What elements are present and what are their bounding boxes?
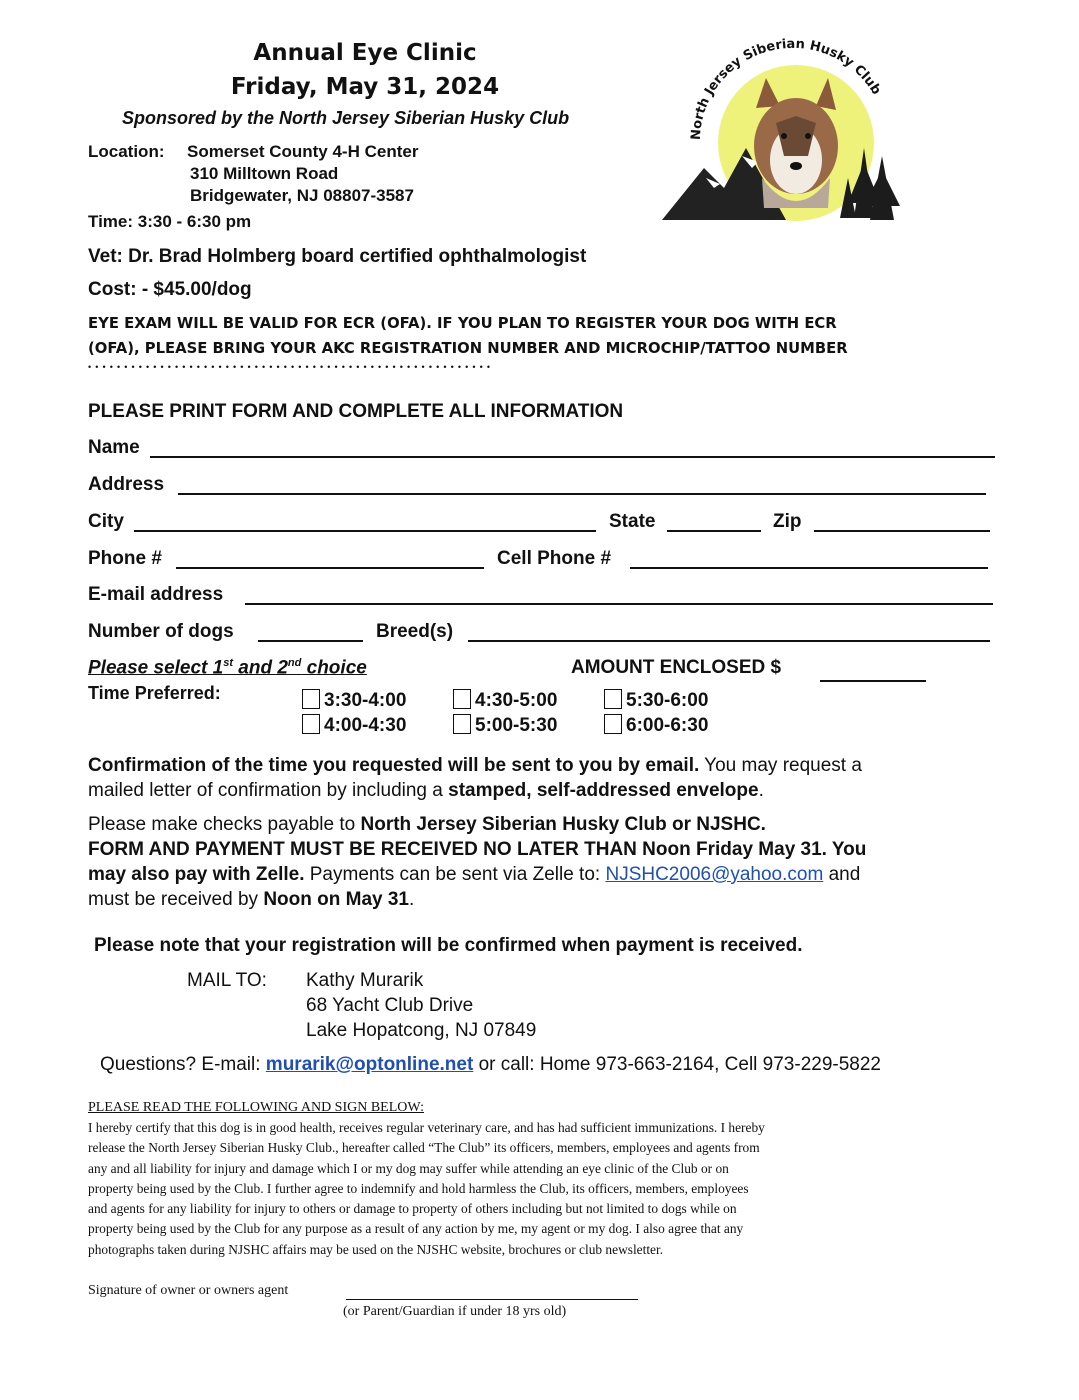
vet-line: Vet: Dr. Brad Holmberg board certified ophthalmologist bbox=[88, 246, 587, 267]
checkbox-icon[interactable] bbox=[604, 714, 622, 734]
email-label: E-mail address bbox=[88, 584, 224, 605]
checkbox-icon[interactable] bbox=[302, 714, 320, 734]
release-text bbox=[88, 1118, 998, 1260]
phone-label: Phone # bbox=[88, 548, 162, 569]
cell-field[interactable] bbox=[630, 567, 988, 569]
guardian-note: (or Parent/Guardian if under 18 yrs old) bbox=[343, 1304, 567, 1319]
signature-label: Signature of owner or owners agent bbox=[88, 1283, 289, 1298]
clinic-date: Friday, May 31, 2024 bbox=[230, 74, 500, 100]
amount-field[interactable] bbox=[820, 680, 926, 682]
breed-field[interactable] bbox=[468, 640, 990, 642]
zip-field[interactable] bbox=[814, 530, 990, 532]
club-logo bbox=[658, 28, 908, 228]
email-field[interactable] bbox=[245, 603, 993, 605]
city-label: City bbox=[88, 511, 124, 532]
location-line1: Somerset County 4-H Center bbox=[187, 142, 419, 161]
slot-430-500[interactable]: 4:30-5:00 bbox=[453, 689, 557, 712]
sponsor-line: Sponsored by the North Jersey Siberian Husky Club bbox=[122, 108, 570, 128]
address-field[interactable] bbox=[178, 493, 986, 495]
state-label: State bbox=[609, 511, 656, 532]
time-preferred-label: Time Preferred: bbox=[88, 683, 221, 703]
name-label: Name bbox=[88, 437, 140, 458]
confirmation-text: Confirmation of the time you requested will be sent to you by email. You may request a mailed letter of confirmation by including a stamped, self-addressed envelope. bbox=[88, 755, 862, 801]
zelle-email-link[interactable]: NJSHC2006@yahoo.com bbox=[605, 864, 824, 885]
release-line: and agents for any liability for injury to others or damage to property of others including but not limited to dogs while on bbox=[88, 1201, 737, 1217]
choice-instruction: Please select 1st and 2nd choice bbox=[88, 657, 367, 679]
address-label: Address bbox=[88, 474, 165, 495]
release-line: release the North Jersey Siberian Husky Club., hereafter called “The Club” its officers, members, employees and agents from bbox=[88, 1140, 760, 1156]
location-line2: 310 Milltown Road bbox=[190, 164, 339, 183]
contact-email-link[interactable]: murarik@optonline.net bbox=[265, 1054, 474, 1075]
slot-400-430[interactable]: 4:00-4:30 bbox=[302, 714, 406, 737]
num-dogs-label: Number of dogs bbox=[88, 621, 234, 642]
location-line3: Bridgewater, NJ 08807-3587 bbox=[190, 186, 414, 205]
ecr-notice-line1: EYE EXAM WILL BE VALID FOR ECR (OFA). IF YOU PLAN TO REGISTER YOUR DOG WITH ECR bbox=[88, 315, 837, 332]
registration-note: Please note that your registration will be confirmed when payment is received. bbox=[94, 935, 803, 956]
clinic-title: Annual Eye Clinic bbox=[253, 40, 477, 66]
checkbox-icon[interactable] bbox=[453, 714, 471, 734]
release-heading: PLEASE READ THE FOLLOWING AND SIGN BELOW: bbox=[88, 1100, 424, 1115]
mail-to-label: MAIL TO: bbox=[187, 970, 267, 991]
dotted-divider: • • • • • • • • • • • • • • • • • • • • • • • • • • • • • • • • • • • • • • • • • • • • • • • • • • • • • • • • bbox=[88, 362, 491, 372]
form-heading: PLEASE PRINT FORM AND COMPLETE ALL INFORMATION bbox=[88, 401, 624, 422]
cost-line: Cost: - $45.00/dog bbox=[88, 279, 252, 300]
slot-600-630[interactable]: 6:00-6:30 bbox=[604, 714, 708, 737]
slot-500-530[interactable]: 5:00-5:30 bbox=[453, 714, 557, 737]
breed-label: Breed(s) bbox=[376, 621, 454, 642]
time-line: Time: 3:30 - 6:30 pm bbox=[88, 212, 252, 231]
release-line: property being used by the Club for any purpose as a result of any action by me, my agent or my dog. I also agree that any bbox=[88, 1221, 744, 1237]
state-field[interactable] bbox=[667, 530, 761, 532]
checkbox-icon[interactable] bbox=[453, 689, 471, 709]
ecr-notice-line2: (OFA), PLEASE BRING YOUR AKC REGISTRATION NUMBER AND MICROCHIP/TATTOO NUMBER bbox=[88, 340, 848, 357]
release-line: photographs taken during NJSHC affairs may be used on the NJSHC website, brochures or club newsletter. bbox=[88, 1241, 664, 1257]
name-field[interactable] bbox=[150, 456, 995, 458]
amount-label: AMOUNT ENCLOSED $ bbox=[571, 657, 782, 678]
slot-330-400[interactable]: 3:30-4:00 bbox=[302, 689, 406, 712]
slot-530-600[interactable]: 5:30-6:00 bbox=[604, 689, 708, 712]
cell-label: Cell Phone # bbox=[497, 548, 612, 569]
mail-street: 68 Yacht Club Drive bbox=[306, 995, 474, 1016]
checkbox-icon[interactable] bbox=[604, 689, 622, 709]
num-dogs-field[interactable] bbox=[258, 640, 363, 642]
city-field[interactable] bbox=[134, 530, 596, 532]
payment-text: Please make checks payable to North Jersey Siberian Husky Club or NJSHC. FORM AND PAYMENT MUST BE RECEIVED NO LATER THAN Noon Friday May 31. You may also pay with Zelle. Payments can be sent via Zelle to: NJSHC2006@yahoo.com and must be received by Noon on May 31. bbox=[88, 814, 867, 910]
mail-city: Lake Hopatcong, NJ 07849 bbox=[306, 1020, 537, 1041]
questions-line: Questions? E-mail: murarik@optonline.net or call: Home 973-663-2164, Cell 973-229-5822 bbox=[100, 1054, 881, 1075]
checkbox-icon[interactable] bbox=[302, 689, 320, 709]
release-line: any and all liability for injury and damage which I or my dog may suffer while attending an eye clinic of the Club or on bbox=[88, 1160, 729, 1176]
location-label: Location: bbox=[88, 142, 165, 161]
release-line: property being used by the Club. I further agree to indemnify and hold harmless the Club, its officers, members, employees bbox=[88, 1180, 749, 1196]
logo-text: North Jersey Siberian Husky Club bbox=[688, 36, 884, 141]
release-line: I hereby certify that this dog is in good health, receives regular veterinary care, and has had sufficient immunizations. I hereby bbox=[88, 1120, 765, 1135]
zip-label: Zip bbox=[773, 511, 802, 532]
signature-field[interactable] bbox=[346, 1299, 638, 1300]
phone-field[interactable] bbox=[176, 567, 484, 569]
mail-name: Kathy Murarik bbox=[306, 970, 424, 991]
